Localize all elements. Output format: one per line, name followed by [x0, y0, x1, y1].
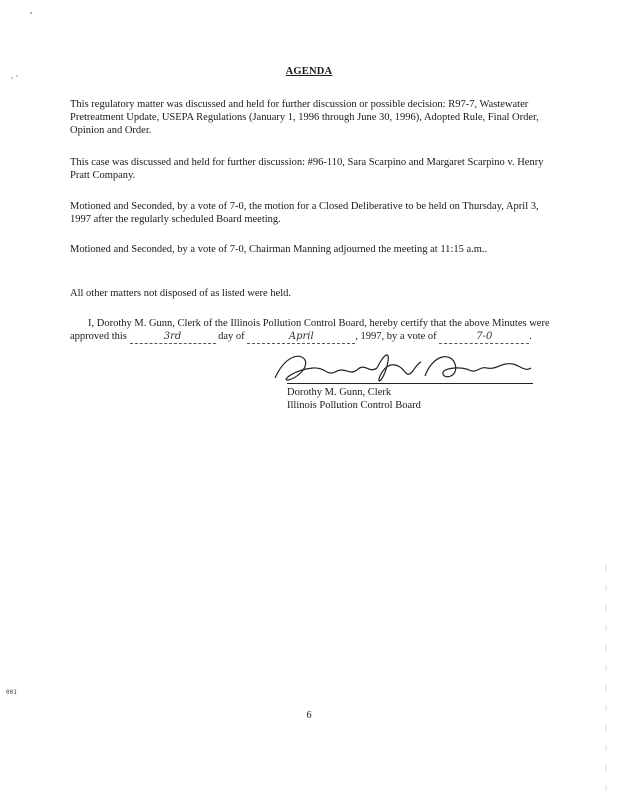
certification-text-1: I, Dorothy M. Gunn, Clerk of the Illinois Pollution Control Board, hereby certify that the above Minutes were approved this	[70, 318, 550, 342]
handwritten-day: 3rd	[130, 330, 216, 344]
clerk-certification	[70, 317, 550, 344]
agenda-item-closed-deliberative: Motioned and Seconded, by a vote of 7-0, the motion for a Closed Deliberative to be held on Thursday, April 3, 1997 after the regularly scheduled Board meeting.	[70, 201, 539, 225]
agenda-item-r97-7: This regulatory matter was discussed and held for further discussion or possible decision: R97-7, Wastewater Pretreatment Update, USEPA Regulations (January 1, 1996 through June 30, 1996), Adopted Rule, Final Order, Opinion and Order.	[70, 99, 539, 136]
handwritten-signature	[265, 346, 535, 386]
handwritten-month: April	[247, 330, 355, 344]
clerk-organization: Illinois Pollution Control Board	[287, 400, 421, 411]
agenda-heading: AGENDA	[285, 66, 333, 77]
agenda-item-adjournment: Motioned and Seconded, by a vote of 7-0, Chairman Manning adjourned the meeting at 11:15 a.m..	[70, 244, 488, 255]
clerk-block	[287, 386, 421, 412]
scan-stamp: 001	[6, 689, 17, 696]
handwritten-vote: 7-0	[439, 330, 529, 344]
clerk-name-title: Dorothy M. Gunn, Clerk	[287, 387, 392, 398]
agenda-item-other-matters: All other matters not disposed of as listed were held.	[70, 288, 292, 299]
certification-text-2: day of	[218, 331, 245, 342]
certification-text-3: , 1997, by a vote of	[355, 331, 437, 342]
certification-text-4: .	[529, 331, 532, 342]
page-number: 6	[306, 710, 312, 721]
signature-line	[287, 383, 533, 384]
agenda-item-96-110: This case was discussed and held for further discussion: #96-110, Sara Scarpino and Margaret Scarpino v. Henry Pratt Company.	[70, 157, 544, 181]
